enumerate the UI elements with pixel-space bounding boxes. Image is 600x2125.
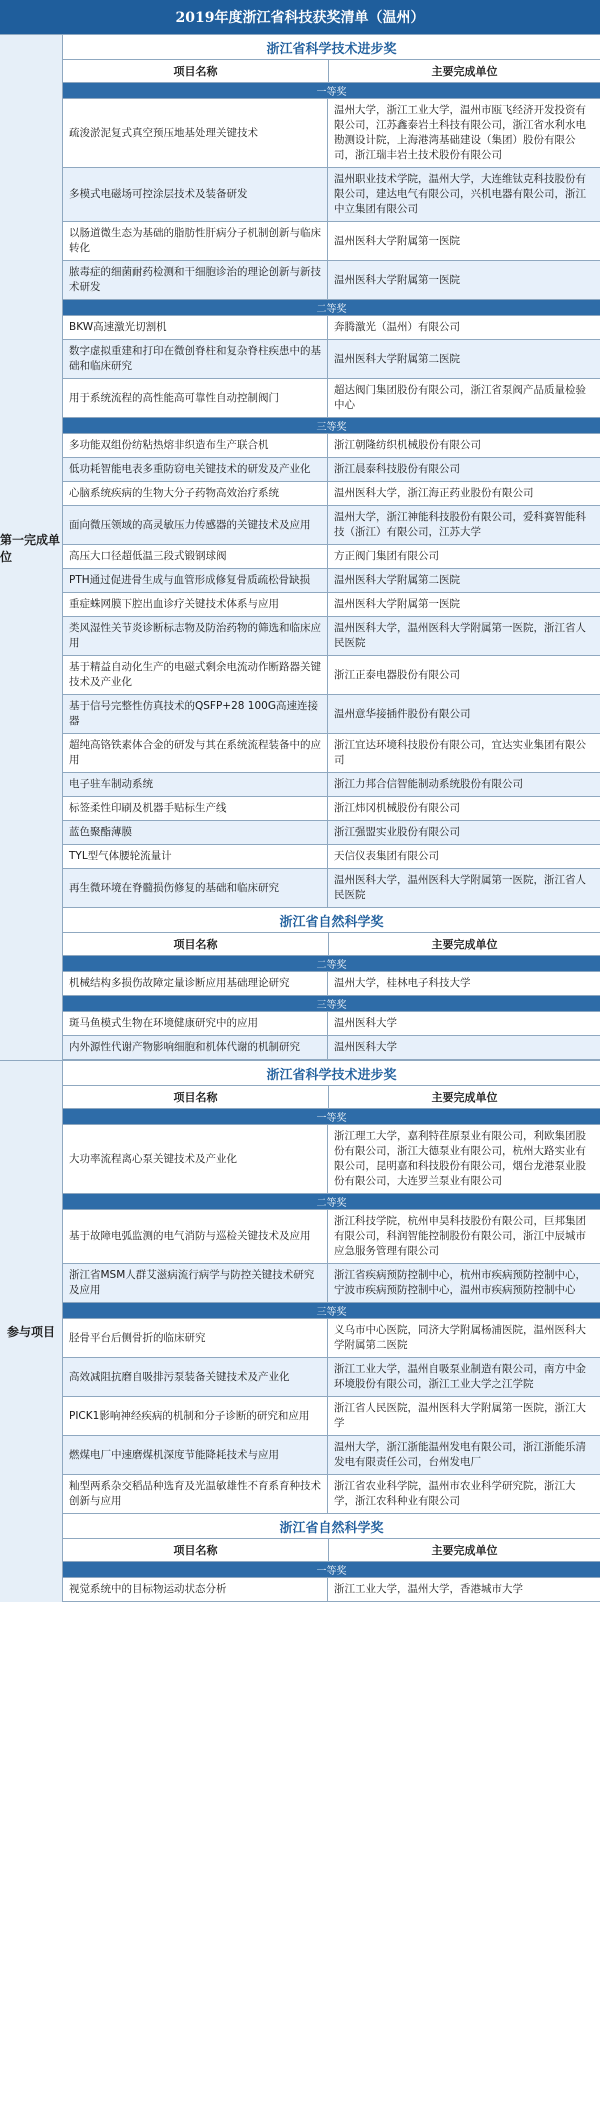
project-cell (63, 1125, 328, 1193)
project-name: 斑马鱼模式生物在环境健康研究中的应用 (69, 1017, 258, 1029)
project-name: 再生微环境在脊髓损伤修复的基础和临床研究 (69, 881, 279, 894)
project-cell (63, 617, 328, 655)
unit-cell (328, 656, 600, 694)
grade-label: 三等奖 (63, 418, 600, 434)
project-name: 高压大口径超低温三段式锻钢球阀 (69, 550, 227, 562)
unit-names: 超达阀门集团股份有限公司，浙江省泵阀产品质量检验中心 (334, 384, 586, 411)
unit-cell (328, 1125, 600, 1193)
unit-cell (328, 99, 600, 167)
table-row (63, 695, 600, 734)
project-cell (63, 1036, 328, 1059)
table-row (63, 316, 600, 340)
project-name: 内外源性代谢产物影响细胞和机体代谢的机制研究 (69, 1041, 300, 1053)
grade-label: 二等奖 (63, 300, 600, 316)
unit-cell (328, 379, 600, 417)
unit-names: 浙江炜冈机械股份有限公司 (334, 802, 460, 814)
section-content (63, 35, 600, 1060)
table-row (63, 545, 600, 569)
unit-cell (328, 168, 600, 221)
project-name: 机械结构多损伤故障定量诊断应用基础理论研究 (69, 977, 290, 989)
project-name: 基于精益自动化生产的电磁式剩余电流动作断路器关键技术及产业化 (69, 661, 321, 688)
column-header-project: 项目名称 (63, 1086, 329, 1108)
project-cell (63, 99, 328, 167)
unit-cell (328, 734, 600, 772)
project-name: 多功能双组份纺粘热熔非织造布生产联合机 (69, 439, 269, 451)
project-name: BKW高速激光切割机 (69, 321, 167, 333)
table-row (63, 340, 600, 379)
unit-cell (328, 340, 600, 378)
unit-names: 温州医科大学附属第二医院 (334, 352, 460, 365)
project-name: 面向微压领域的高灵敏压力传感器的关键技术及应用 (69, 518, 311, 531)
column-header-project: 项目名称 (63, 1539, 329, 1561)
table-row (63, 506, 600, 545)
project-cell (63, 821, 328, 844)
unit-cell (328, 1264, 600, 1302)
project-cell (63, 1436, 328, 1474)
project-name: 高效减阻抗磨自吸排污泵装备关键技术及产业化 (69, 1370, 290, 1383)
section-label: 第一完成单位 (0, 35, 63, 1060)
table-row (63, 617, 600, 656)
unit-cell (328, 458, 600, 481)
project-name: 用于系统流程的高性能高可靠性自动控制阀门 (69, 391, 279, 404)
unit-names: 温州医科大学，温州医科大学附属第一医院，浙江省人民医院 (334, 622, 586, 649)
unit-names: 浙江理工大学，嘉利特荏原泵业有限公司，利欧集团股份有限公司，浙江大德泵业有限公司，杭州大路实业有限公司，昆明嘉和科技股份有限公司，烟台龙港泵业股份有限公司，大连罗兰泵业有限公司 (334, 1130, 586, 1187)
table-row (63, 1578, 600, 1602)
project-cell (63, 1475, 328, 1513)
unit-names: 温州大学，桂林电子科技大学 (334, 977, 471, 989)
project-cell (63, 845, 328, 868)
project-name: 电子驻车制动系统 (69, 778, 153, 790)
unit-names: 温州医科大学附属第一医院 (334, 234, 460, 247)
project-cell (63, 222, 328, 260)
table-row (63, 261, 600, 300)
table-row (63, 434, 600, 458)
unit-names: 浙江力邦合信智能制动系统股份有限公司 (334, 778, 523, 790)
project-name: 类风湿性关节炎诊断标志物及防治药物的筛选和临床应用 (69, 622, 321, 649)
project-name: 标签柔性印刷及机器手贴标生产线 (69, 802, 227, 814)
unit-cell (328, 1319, 600, 1357)
table-row (63, 845, 600, 869)
table-row (63, 1358, 600, 1397)
project-cell (63, 1012, 328, 1035)
project-cell (63, 797, 328, 820)
unit-names: 浙江工业大学，温州大学，香港城市大学 (334, 1583, 523, 1595)
project-cell (63, 972, 328, 995)
column-header (63, 1086, 600, 1109)
unit-names: 温州医科大学 (334, 1017, 397, 1029)
project-name: 低功耗智能电表多重防窃电关键技术的研发及产业化 (69, 463, 311, 475)
project-cell (63, 379, 328, 417)
project-cell (63, 734, 328, 772)
unit-names: 温州大学，浙江神能科技股份有限公司，爱科赛智能科技（浙江）有限公司，江苏大学 (334, 511, 586, 538)
unit-names: 温州医科大学附属第一医院 (334, 273, 460, 286)
unit-names: 浙江省人民医院，温州医科大学附属第一医院，浙江大学 (334, 1402, 586, 1429)
unit-names: 温州意华接插件股份有限公司 (334, 707, 471, 720)
project-cell (63, 458, 328, 481)
project-name: 胫骨平台后侧骨折的临床研究 (69, 1331, 206, 1344)
project-name: 心脑系统疾病的生物大分子药物高效治疗系统 (69, 487, 279, 499)
project-cell (63, 656, 328, 694)
table-row (63, 168, 600, 222)
project-cell (63, 434, 328, 457)
table-row (63, 222, 600, 261)
table-row (63, 869, 600, 908)
project-cell (63, 1319, 328, 1357)
unit-names: 浙江正泰电器股份有限公司 (334, 668, 460, 681)
project-name: 基于故障电弧监测的电气消防与巡检关键技术及应用 (69, 1230, 311, 1242)
unit-cell (328, 821, 600, 844)
project-cell (63, 482, 328, 505)
project-cell (63, 869, 328, 907)
unit-cell (328, 972, 600, 995)
column-header (63, 1539, 600, 1562)
table-row (63, 1264, 600, 1303)
unit-cell (328, 434, 600, 457)
column-header-unit: 主要完成单位 (431, 938, 498, 951)
project-cell (63, 1397, 328, 1435)
table-row (63, 1319, 600, 1358)
grade-label: 一等奖 (63, 83, 600, 99)
unit-cell (328, 695, 600, 733)
unit-cell (328, 1436, 600, 1474)
project-name: 浙江省MSM人群艾滋病流行病学与防控关键技术研究及应用 (69, 1269, 315, 1296)
table-row (63, 797, 600, 821)
table-row (63, 1036, 600, 1060)
project-name: 数字虚拟重建和打印在微创脊柱和复杂脊柱疾患中的基础和临床研究 (69, 345, 321, 372)
unit-names: 浙江晨泰科技股份有限公司 (334, 463, 460, 475)
project-name: 基于信号完整性仿真技术的QSFP+28 100G高速连接器 (69, 700, 318, 727)
table-row (63, 458, 600, 482)
table-row (63, 99, 600, 168)
project-cell (63, 316, 328, 339)
unit-cell (328, 569, 600, 592)
unit-cell (328, 773, 600, 796)
grade-label: 三等奖 (63, 1303, 600, 1319)
unit-cell (328, 1397, 600, 1435)
project-name: 多模式电磁场可控涂层技术及装备研发 (69, 188, 248, 200)
project-name: 以肠道微生态为基础的脂肪性肝病分子机制创新与临床转化 (69, 227, 321, 254)
table-row (63, 1125, 600, 1194)
table-row (63, 821, 600, 845)
unit-names: 浙江强盟实业股份有限公司 (334, 826, 460, 838)
unit-cell (328, 1210, 600, 1263)
unit-names: 温州大学，浙江工业大学，温州市瓯飞经济开发投资有限公司，江苏鑫泰岩土科技有限公司，浙江省水利水电勘测设计院，上海港湾基础建设（集团）股份有限公司，浙江瑞丰岩土技术股份有限公司 (334, 104, 586, 161)
unit-cell (328, 1578, 600, 1601)
project-name: PICK1影响神经疾病的机制和分子诊断的研究和应用 (69, 1409, 310, 1422)
unit-names: 义乌市中心医院，同济大学附属杨浦医院，温州医科大学附属第二医院 (334, 1324, 586, 1351)
unit-names: 浙江省农业科学院，温州市农业科学研究院，浙江大学，浙江农科种业有限公司 (334, 1480, 576, 1507)
project-cell (63, 773, 328, 796)
unit-cell (328, 316, 600, 339)
unit-names: 温州医科大学，浙江海正药业股份有限公司 (334, 487, 534, 499)
unit-names: 浙江科技学院，杭州申昊科技股份有限公司，巨邦集团有限公司，科润智能控制股份有限公司，浙江中辰城市应急服务管理有限公司 (334, 1215, 586, 1257)
project-cell (63, 168, 328, 221)
project-cell (63, 1264, 328, 1302)
unit-names: 浙江省疾病预防控制中心，杭州市疾病预防控制中心，宁波市疾病预防控制中心，温州市疾病预防控制中心 (334, 1269, 586, 1296)
project-cell (63, 545, 328, 568)
section-label: 参与项目 (0, 1061, 63, 1602)
award-title: 浙江省科学技术进步奖 (63, 1061, 600, 1086)
column-header (63, 60, 600, 83)
project-name: 脓毒症的细菌耐药检测和干细胞诊治的理论创新与新技术研发 (69, 266, 321, 293)
table-row (63, 1210, 600, 1264)
award-title: 浙江省自然科学奖 (63, 1514, 600, 1539)
unit-cell (328, 593, 600, 616)
unit-names: 浙江宜达环境科技股份有限公司，宜达实业集团有限公司 (334, 739, 586, 766)
project-cell (63, 340, 328, 378)
project-name: 燃煤电厂中速磨煤机深度节能降耗技术与应用 (69, 1448, 279, 1461)
unit-names: 温州医科大学附属第二医院 (334, 574, 460, 586)
table-row (63, 1397, 600, 1436)
unit-names: 方正阀门集团有限公司 (334, 550, 439, 562)
project-cell (63, 1358, 328, 1396)
project-name: TYL型气体腰轮流量计 (69, 850, 172, 862)
project-cell (63, 569, 328, 592)
section-content (63, 1061, 600, 1602)
section-block (0, 1060, 600, 1602)
table-row (63, 593, 600, 617)
page-title: 2019年度浙江省科技获奖清单（温州） (0, 0, 600, 34)
unit-names: 温州职业技术学院，温州大学，大连维钛克科技股份有限公司，建达电气有限公司，兴机电器有限公司，浙江中立集团有限公司 (334, 173, 586, 215)
unit-cell (328, 845, 600, 868)
unit-cell (328, 222, 600, 260)
table-row (63, 1436, 600, 1475)
unit-cell (328, 545, 600, 568)
column-header (63, 933, 600, 956)
unit-cell (328, 1358, 600, 1396)
unit-names: 奔腾激光（温州）有限公司 (334, 321, 460, 333)
column-header-unit: 主要完成单位 (431, 1544, 498, 1557)
grade-label: 一等奖 (63, 1562, 600, 1578)
project-cell (63, 1210, 328, 1263)
project-name: 超纯高铬铁素体合金的研发与其在系统流程装备中的应用 (69, 739, 321, 766)
unit-names: 温州医科大学附属第一医院 (334, 598, 460, 610)
project-cell (63, 695, 328, 733)
section-block (0, 34, 600, 1060)
unit-names: 浙江朝隆纺织机械股份有限公司 (334, 439, 481, 451)
unit-cell (328, 506, 600, 544)
unit-names: 天信仪表集团有限公司 (334, 850, 439, 862)
unit-cell (328, 261, 600, 299)
table-row (63, 656, 600, 695)
column-header-project: 项目名称 (63, 60, 329, 82)
grade-label: 二等奖 (63, 1194, 600, 1210)
unit-cell (328, 1012, 600, 1035)
project-name: 籼型两系杂交稻品种选育及光温敏雄性不育系育种技术创新与应用 (69, 1480, 321, 1507)
grade-label: 三等奖 (63, 996, 600, 1012)
table-row (63, 773, 600, 797)
project-cell (63, 506, 328, 544)
table-row (63, 734, 600, 773)
column-header-unit: 主要完成单位 (431, 1091, 498, 1104)
project-name: 疏浚淤泥复式真空预压地基处理关键技术 (69, 126, 258, 139)
project-cell (63, 593, 328, 616)
table-row (63, 569, 600, 593)
sections-container (0, 34, 600, 1602)
table-row (63, 1475, 600, 1514)
table-row (63, 972, 600, 996)
column-header-unit: 主要完成单位 (431, 65, 498, 78)
project-name: 大功率流程离心泵关键技术及产业化 (69, 1152, 237, 1165)
project-name: 视觉系统中的目标物运动状态分析 (69, 1583, 227, 1595)
table-row (63, 482, 600, 506)
project-name: PTH通过促进骨生成与血管形成修复骨质疏松骨缺损 (69, 574, 311, 586)
award-title: 浙江省科学技术进步奖 (63, 35, 600, 60)
unit-cell (328, 869, 600, 907)
unit-cell (328, 797, 600, 820)
project-name: 重症蛛网膜下腔出血诊疗关键技术体系与应用 (69, 598, 279, 610)
project-cell (63, 1578, 328, 1601)
unit-names: 温州医科大学 (334, 1041, 397, 1053)
unit-cell (328, 1036, 600, 1059)
table-row (63, 379, 600, 418)
unit-cell (328, 617, 600, 655)
unit-names: 浙江工业大学，温州自吸泵业制造有限公司，南方中金环境股份有限公司，浙江工业大学之江学院 (334, 1363, 586, 1390)
grade-label: 一等奖 (63, 1109, 600, 1125)
unit-cell (328, 482, 600, 505)
unit-names: 温州医科大学，温州医科大学附属第一医院，浙江省人民医院 (334, 874, 586, 901)
unit-cell (328, 1475, 600, 1513)
unit-names: 温州大学，浙江浙能温州发电有限公司，浙江浙能乐清发电有限责任公司，台州发电厂 (334, 1441, 586, 1468)
column-header-project: 项目名称 (63, 933, 329, 955)
grade-label: 二等奖 (63, 956, 600, 972)
project-cell (63, 261, 328, 299)
award-title: 浙江省自然科学奖 (63, 908, 600, 933)
project-name: 蓝色聚酯薄膜 (69, 826, 132, 838)
table-row (63, 1012, 600, 1036)
